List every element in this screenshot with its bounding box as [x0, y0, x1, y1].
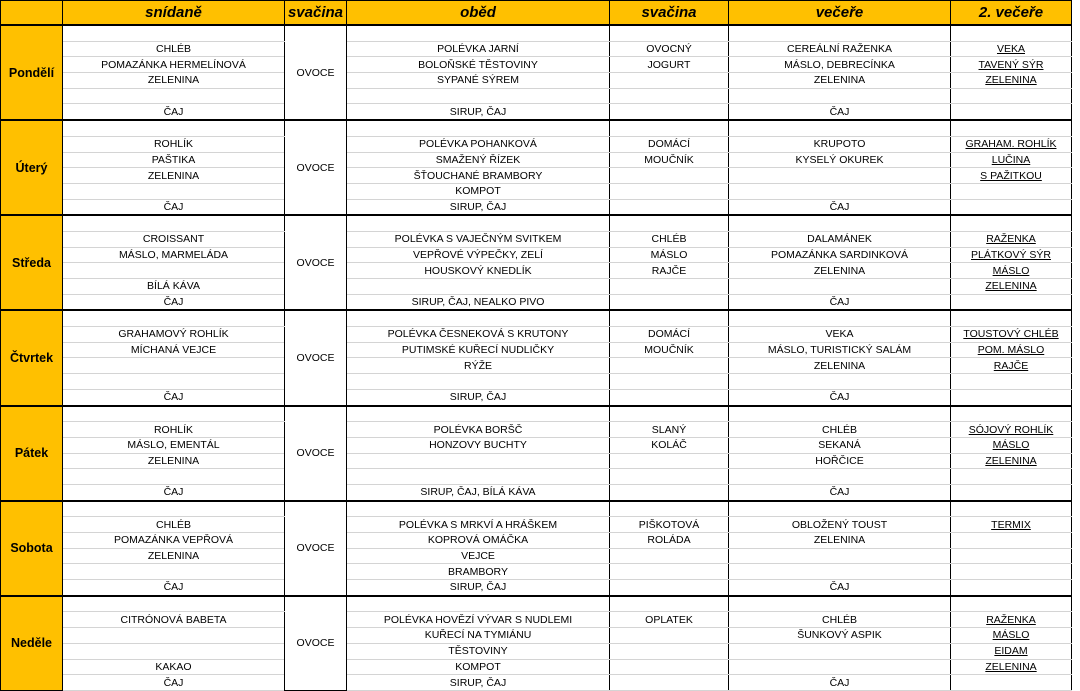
cell-breakfast: CHLÉB: [63, 41, 285, 57]
menu-row: [1, 247, 1072, 263]
cell-morning-snack: OVOCE: [285, 215, 347, 310]
cell-breakfast: [63, 643, 285, 659]
cell-afternoon-snack: [610, 643, 729, 659]
menu-row: [1, 453, 1072, 469]
cell-breakfast: POMAZÁNKA VEPŘOVÁ: [63, 533, 285, 549]
cell-dinner: VEKA: [729, 327, 951, 343]
menu-row: [1, 25, 1072, 41]
cell-lunch: POLÉVKA BORŠČ: [347, 422, 610, 438]
cell-second-dinner: TERMIX: [951, 517, 1072, 533]
menu-row: [1, 294, 1072, 310]
cell-breakfast: ROHLÍK: [63, 136, 285, 152]
cell-lunch: SIRUP, ČAJ: [347, 104, 610, 120]
menu-row: [1, 548, 1072, 564]
cell-afternoon-snack: [610, 168, 729, 184]
menu-row: [1, 469, 1072, 485]
cell-breakfast: BÍLÁ KÁVA: [63, 279, 285, 295]
cell-dinner: CHLÉB: [729, 612, 951, 628]
cell-lunch: [347, 501, 610, 517]
cell-dinner: [729, 374, 951, 390]
cell-lunch: SYPANÉ SÝREM: [347, 73, 610, 89]
cell-afternoon-snack: KOLÁČ: [610, 437, 729, 453]
cell-dinner: [729, 279, 951, 295]
cell-afternoon-snack: ROLÁDA: [610, 533, 729, 549]
cell-breakfast: MÍCHANÁ VEJCE: [63, 342, 285, 358]
cell-lunch: SIRUP, ČAJ: [347, 389, 610, 405]
cell-afternoon-snack: [610, 73, 729, 89]
cell-breakfast: MÁSLO, EMENTÁL: [63, 437, 285, 453]
cell-breakfast: [63, 596, 285, 612]
cell-breakfast: CROISSANT: [63, 231, 285, 247]
cell-breakfast: ČAJ: [63, 389, 285, 405]
cell-breakfast: [63, 215, 285, 231]
cell-lunch: [347, 406, 610, 422]
menu-row: [1, 152, 1072, 168]
cell-lunch: [347, 453, 610, 469]
cell-afternoon-snack: [610, 501, 729, 517]
cell-second-dinner: [951, 580, 1072, 596]
cell-lunch: [347, 596, 610, 612]
cell-second-dinner: [951, 469, 1072, 485]
cell-lunch: POLÉVKA S MRKVÍ A HRÁŠKEM: [347, 517, 610, 533]
menu-row: [1, 41, 1072, 57]
cell-breakfast: ČAJ: [63, 294, 285, 310]
cell-second-dinner: [951, 406, 1072, 422]
cell-breakfast: [63, 310, 285, 326]
cell-dinner: [729, 548, 951, 564]
cell-dinner: [729, 406, 951, 422]
header-lunch: oběd: [347, 1, 610, 26]
cell-afternoon-snack: [610, 374, 729, 390]
cell-afternoon-snack: DOMÁCÍ: [610, 136, 729, 152]
cell-morning-snack: OVOCE: [285, 120, 347, 215]
cell-breakfast: [63, 469, 285, 485]
cell-afternoon-snack: SLANÝ: [610, 422, 729, 438]
cell-second-dinner: S PAŽITKOU: [951, 168, 1072, 184]
cell-lunch: [347, 310, 610, 326]
header-breakfast: snídaně: [63, 1, 285, 26]
menu-row: [1, 342, 1072, 358]
cell-breakfast: [63, 358, 285, 374]
cell-afternoon-snack: [610, 358, 729, 374]
menu-row: [1, 533, 1072, 549]
cell-lunch: BOLOŇSKÉ TĚSTOVINY: [347, 57, 610, 73]
cell-second-dinner: ZELENINA: [951, 659, 1072, 675]
cell-afternoon-snack: [610, 25, 729, 41]
cell-lunch: HONZOVY BUCHTY: [347, 437, 610, 453]
cell-lunch: SMAŽENÝ ŘÍZEK: [347, 152, 610, 168]
menu-row: [1, 57, 1072, 73]
cell-afternoon-snack: [610, 406, 729, 422]
menu-row: [1, 596, 1072, 612]
cell-lunch: SIRUP, ČAJ: [347, 580, 610, 596]
cell-second-dinner: [951, 548, 1072, 564]
cell-dinner: KYSELÝ OKUREK: [729, 152, 951, 168]
cell-breakfast: CITRÓNOVÁ BABETA: [63, 612, 285, 628]
cell-afternoon-snack: OPLATEK: [610, 612, 729, 628]
cell-breakfast: ČAJ: [63, 580, 285, 596]
cell-breakfast: ZELENINA: [63, 73, 285, 89]
menu-row: [1, 136, 1072, 152]
cell-dinner: ČAJ: [729, 104, 951, 120]
menu-row: [1, 389, 1072, 405]
cell-dinner: [729, 25, 951, 41]
cell-dinner: MÁSLO, TURISTICKÝ SALÁM: [729, 342, 951, 358]
cell-breakfast: ČAJ: [63, 104, 285, 120]
cell-second-dinner: VEKA: [951, 41, 1072, 57]
cell-dinner: MÁSLO, DEBRECÍNKA: [729, 57, 951, 73]
cell-afternoon-snack: [610, 453, 729, 469]
cell-afternoon-snack: [610, 215, 729, 231]
cell-second-dinner: EIDAM: [951, 643, 1072, 659]
cell-afternoon-snack: [610, 628, 729, 644]
cell-lunch: VEJCE: [347, 548, 610, 564]
cell-second-dinner: [951, 88, 1072, 104]
cell-dinner: [729, 596, 951, 612]
cell-second-dinner: [951, 675, 1072, 691]
cell-morning-snack: OVOCE: [285, 596, 347, 691]
cell-breakfast: ROHLÍK: [63, 422, 285, 438]
cell-second-dinner: [951, 199, 1072, 215]
cell-breakfast: [63, 88, 285, 104]
cell-second-dinner: MÁSLO: [951, 628, 1072, 644]
menu-row: [1, 517, 1072, 533]
cell-afternoon-snack: CHLÉB: [610, 231, 729, 247]
cell-second-dinner: [951, 294, 1072, 310]
cell-dinner: [729, 310, 951, 326]
cell-second-dinner: RAJČE: [951, 358, 1072, 374]
cell-lunch: SIRUP, ČAJ, NEALKO PIVO: [347, 294, 610, 310]
cell-second-dinner: MÁSLO: [951, 437, 1072, 453]
menu-row: [1, 327, 1072, 343]
cell-dinner: [729, 120, 951, 136]
cell-lunch: [347, 374, 610, 390]
menu-row: [1, 659, 1072, 675]
cell-second-dinner: [951, 183, 1072, 199]
menu-row: [1, 675, 1072, 691]
cell-afternoon-snack: MOUČNÍK: [610, 342, 729, 358]
header-afternoon-snack: svačina: [610, 1, 729, 26]
cell-second-dinner: POM. MÁSLO: [951, 342, 1072, 358]
cell-second-dinner: LUČINA: [951, 152, 1072, 168]
menu-row: [1, 406, 1072, 422]
header-morning-snack: svačina: [285, 1, 347, 26]
cell-lunch: KOPROVÁ OMÁČKA: [347, 533, 610, 549]
day-label: Pátek: [1, 406, 63, 501]
cell-dinner: DALAMÁNEK: [729, 231, 951, 247]
cell-lunch: HOUSKOVÝ KNEDLÍK: [347, 263, 610, 279]
cell-afternoon-snack: OVOCNÝ: [610, 41, 729, 57]
cell-breakfast: [63, 263, 285, 279]
cell-afternoon-snack: DOMÁCÍ: [610, 327, 729, 343]
cell-afternoon-snack: [610, 199, 729, 215]
cell-lunch: PUTIMSKÉ KUŘECÍ NUDLIČKY: [347, 342, 610, 358]
cell-dinner: POMAZÁNKA SARDINKOVÁ: [729, 247, 951, 263]
cell-lunch: ŠŤOUCHANÉ BRAMBORY: [347, 168, 610, 184]
cell-breakfast: [63, 406, 285, 422]
cell-morning-snack: OVOCE: [285, 25, 347, 120]
cell-second-dinner: ZELENINA: [951, 73, 1072, 89]
cell-dinner: ČAJ: [729, 675, 951, 691]
cell-dinner: [729, 183, 951, 199]
cell-second-dinner: RAŽENKA: [951, 231, 1072, 247]
cell-dinner: ZELENINA: [729, 263, 951, 279]
cell-lunch: [347, 120, 610, 136]
cell-second-dinner: [951, 533, 1072, 549]
cell-afternoon-snack: [610, 484, 729, 500]
cell-second-dinner: [951, 389, 1072, 405]
cell-breakfast: KAKAO: [63, 659, 285, 675]
cell-dinner: KRUPOTO: [729, 136, 951, 152]
cell-breakfast: GRAHAMOVÝ ROHLÍK: [63, 327, 285, 343]
cell-afternoon-snack: [610, 120, 729, 136]
cell-afternoon-snack: [610, 294, 729, 310]
cell-dinner: ŠUNKOVÝ ASPIK: [729, 628, 951, 644]
cell-afternoon-snack: [610, 469, 729, 485]
menu-row: [1, 374, 1072, 390]
cell-second-dinner: [951, 501, 1072, 517]
cell-lunch: RÝŽE: [347, 358, 610, 374]
cell-lunch: [347, 469, 610, 485]
menu-row: [1, 358, 1072, 374]
cell-lunch: SIRUP, ČAJ: [347, 675, 610, 691]
cell-afternoon-snack: [610, 659, 729, 675]
cell-breakfast: PAŠTIKA: [63, 152, 285, 168]
cell-breakfast: [63, 564, 285, 580]
menu-row: [1, 120, 1072, 136]
cell-second-dinner: MÁSLO: [951, 263, 1072, 279]
day-label: Čtvrtek: [1, 310, 63, 405]
menu-row: [1, 279, 1072, 295]
cell-afternoon-snack: [610, 548, 729, 564]
menu-row: [1, 422, 1072, 438]
cell-lunch: POLÉVKA HOVĚZÍ VÝVAR S NUDLEMI: [347, 612, 610, 628]
menu-row: [1, 484, 1072, 500]
cell-second-dinner: [951, 25, 1072, 41]
cell-afternoon-snack: MOUČNÍK: [610, 152, 729, 168]
cell-afternoon-snack: [610, 675, 729, 691]
menu-row: [1, 612, 1072, 628]
cell-afternoon-snack: [610, 564, 729, 580]
cell-dinner: ČAJ: [729, 484, 951, 500]
cell-afternoon-snack: PIŠKOTOVÁ: [610, 517, 729, 533]
cell-second-dinner: [951, 310, 1072, 326]
cell-afternoon-snack: JOGURT: [610, 57, 729, 73]
cell-lunch: POLÉVKA JARNÍ: [347, 41, 610, 57]
menu-row: [1, 88, 1072, 104]
cell-lunch: BRAMBORY: [347, 564, 610, 580]
day-label: Sobota: [1, 501, 63, 596]
cell-second-dinner: ZELENINA: [951, 453, 1072, 469]
menu-row: [1, 199, 1072, 215]
cell-second-dinner: PLÁTKOVÝ SÝR: [951, 247, 1072, 263]
cell-second-dinner: RAŽENKA: [951, 612, 1072, 628]
cell-lunch: [347, 88, 610, 104]
cell-breakfast: CHLÉB: [63, 517, 285, 533]
cell-second-dinner: [951, 215, 1072, 231]
cell-dinner: ZELENINA: [729, 533, 951, 549]
cell-breakfast: ZELENINA: [63, 548, 285, 564]
cell-dinner: [729, 215, 951, 231]
cell-breakfast: [63, 374, 285, 390]
cell-dinner: [729, 88, 951, 104]
cell-morning-snack: OVOCE: [285, 406, 347, 501]
cell-breakfast: [63, 628, 285, 644]
cell-lunch: KOMPOT: [347, 659, 610, 675]
header-corner: [1, 1, 63, 26]
cell-lunch: VEPŘOVÉ VÝPEČKY, ZELÍ: [347, 247, 610, 263]
cell-second-dinner: [951, 104, 1072, 120]
menu-row: [1, 104, 1072, 120]
cell-second-dinner: SÓJOVÝ ROHLÍK: [951, 422, 1072, 438]
cell-second-dinner: [951, 564, 1072, 580]
cell-afternoon-snack: [610, 596, 729, 612]
menu-row: [1, 628, 1072, 644]
cell-breakfast: [63, 25, 285, 41]
cell-lunch: POLÉVKA POHANKOVÁ: [347, 136, 610, 152]
menu-row: [1, 183, 1072, 199]
cell-afternoon-snack: MÁSLO: [610, 247, 729, 263]
cell-lunch: POLÉVKA S VAJEČNÝM SVITKEM: [347, 231, 610, 247]
cell-afternoon-snack: [610, 183, 729, 199]
cell-breakfast: ČAJ: [63, 484, 285, 500]
cell-second-dinner: TOUSTOVÝ CHLÉB: [951, 327, 1072, 343]
cell-lunch: [347, 215, 610, 231]
cell-dinner: ČAJ: [729, 294, 951, 310]
menu-row: [1, 310, 1072, 326]
cell-afternoon-snack: [610, 88, 729, 104]
cell-lunch: POLÉVKA ČESNEKOVÁ S KRUTONY: [347, 327, 610, 343]
cell-dinner: OBLOŽENÝ TOUST: [729, 517, 951, 533]
cell-lunch: TĚSTOVINY: [347, 643, 610, 659]
cell-morning-snack: OVOCE: [285, 501, 347, 596]
cell-dinner: [729, 501, 951, 517]
cell-second-dinner: [951, 120, 1072, 136]
cell-breakfast: ČAJ: [63, 199, 285, 215]
cell-breakfast: [63, 501, 285, 517]
cell-dinner: ZELENINA: [729, 358, 951, 374]
day-label: Středa: [1, 215, 63, 310]
cell-afternoon-snack: [610, 279, 729, 295]
menu-row: [1, 263, 1072, 279]
cell-afternoon-snack: RAJČE: [610, 263, 729, 279]
cell-breakfast: MÁSLO, MARMELÁDA: [63, 247, 285, 263]
cell-breakfast: ZELENINA: [63, 168, 285, 184]
menu-body: [1, 25, 1072, 690]
cell-breakfast: POMAZÁNKA HERMELÍNOVÁ: [63, 57, 285, 73]
cell-second-dinner: [951, 374, 1072, 390]
header-second-dinner: 2. večeře: [951, 1, 1072, 26]
menu-row: [1, 73, 1072, 89]
cell-morning-snack: OVOCE: [285, 310, 347, 405]
menu-row: [1, 231, 1072, 247]
cell-dinner: SEKANÁ: [729, 437, 951, 453]
cell-dinner: [729, 643, 951, 659]
menu-row: [1, 168, 1072, 184]
cell-dinner: ČAJ: [729, 389, 951, 405]
cell-afternoon-snack: [610, 310, 729, 326]
cell-second-dinner: GRAHAM. ROHLÍK: [951, 136, 1072, 152]
cell-second-dinner: [951, 484, 1072, 500]
cell-breakfast: ZELENINA: [63, 453, 285, 469]
cell-dinner: [729, 659, 951, 675]
cell-dinner: CHLÉB: [729, 422, 951, 438]
cell-dinner: HOŘČICE: [729, 453, 951, 469]
cell-lunch: KUŘECÍ NA TYMIÁNU: [347, 628, 610, 644]
cell-afternoon-snack: [610, 580, 729, 596]
cell-breakfast: [63, 183, 285, 199]
cell-lunch: [347, 279, 610, 295]
cell-second-dinner: TAVENÝ SÝR: [951, 57, 1072, 73]
day-label: Pondělí: [1, 25, 63, 120]
cell-afternoon-snack: [610, 104, 729, 120]
cell-dinner: ČAJ: [729, 580, 951, 596]
menu-row: [1, 643, 1072, 659]
cell-lunch: SIRUP, ČAJ: [347, 199, 610, 215]
cell-breakfast: ČAJ: [63, 675, 285, 691]
cell-dinner: CEREÁLNÍ RAŽENKA: [729, 41, 951, 57]
cell-dinner: [729, 469, 951, 485]
cell-lunch: [347, 25, 610, 41]
day-label: Neděle: [1, 596, 63, 691]
menu-row: [1, 215, 1072, 231]
cell-second-dinner: [951, 596, 1072, 612]
day-label: Úterý: [1, 120, 63, 215]
header-row: [1, 1, 1072, 26]
cell-dinner: ČAJ: [729, 199, 951, 215]
header-dinner: večeře: [729, 1, 951, 26]
cell-breakfast: [63, 120, 285, 136]
menu-row: [1, 437, 1072, 453]
cell-dinner: [729, 564, 951, 580]
cell-dinner: ZELENINA: [729, 73, 951, 89]
menu-row: [1, 564, 1072, 580]
menu-row: [1, 501, 1072, 517]
cell-lunch: KOMPOT: [347, 183, 610, 199]
cell-afternoon-snack: [610, 389, 729, 405]
cell-lunch: SIRUP, ČAJ, BÍLÁ KÁVA: [347, 484, 610, 500]
cell-dinner: [729, 168, 951, 184]
cell-second-dinner: ZELENINA: [951, 279, 1072, 295]
menu-row: [1, 580, 1072, 596]
